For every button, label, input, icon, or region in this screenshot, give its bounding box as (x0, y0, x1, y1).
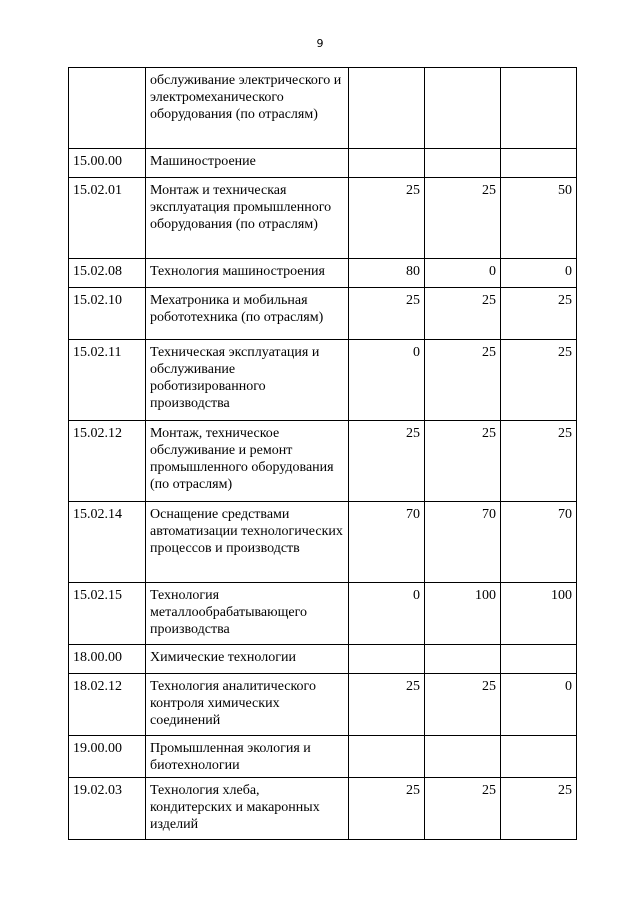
name-cell: Монтаж, техническое обслуживание и ремонт промышленного оборудования (по отраслям) (146, 421, 349, 502)
code-cell: 19.02.03 (69, 778, 146, 840)
value-cell-1: 25 (349, 421, 425, 502)
value-cell-3: 100 (501, 583, 577, 645)
value-cell-3 (501, 68, 577, 149)
name-cell: Машиностроение (146, 149, 349, 178)
name-cell: Технология машиностроения (146, 259, 349, 288)
value-cell-1: 25 (349, 288, 425, 340)
value-cell-2 (425, 736, 501, 778)
value-cell-1 (349, 736, 425, 778)
value-cell-1 (349, 149, 425, 178)
value-cell-3: 0 (501, 259, 577, 288)
name-cell: Химические технологии (146, 645, 349, 674)
code-cell: 15.02.01 (69, 178, 146, 259)
page-number: 9 (316, 37, 324, 50)
value-cell-2 (425, 149, 501, 178)
code-cell: 15.02.10 (69, 288, 146, 340)
name-cell: Техническая эксплуатация и обслуживание роботизированного производства (146, 340, 349, 421)
value-cell-2: 25 (425, 674, 501, 736)
code-cell: 15.00.00 (69, 149, 146, 178)
table-row (69, 583, 577, 645)
value-cell-2: 25 (425, 178, 501, 259)
code-cell: 19.00.00 (69, 736, 146, 778)
name-cell: Оснащение средствами автоматизации технологических процессов и производств (146, 502, 349, 583)
code-cell: 15.02.12 (69, 421, 146, 502)
value-cell-1: 25 (349, 778, 425, 840)
value-cell-1: 25 (349, 674, 425, 736)
name-cell: Монтаж и техническая эксплуатация промышленного оборудования (по отраслям) (146, 178, 349, 259)
table-row (69, 288, 577, 340)
code-cell: 18.00.00 (69, 645, 146, 674)
table-row (69, 645, 577, 674)
table-row (69, 149, 577, 178)
code-cell: 15.02.11 (69, 340, 146, 421)
value-cell-2: 100 (425, 583, 501, 645)
table-row (69, 68, 577, 149)
code-cell: 18.02.12 (69, 674, 146, 736)
value-cell-1: 80 (349, 259, 425, 288)
value-cell-2: 70 (425, 502, 501, 583)
value-cell-1 (349, 645, 425, 674)
value-cell-2 (425, 68, 501, 149)
value-cell-3: 50 (501, 178, 577, 259)
value-cell-3 (501, 149, 577, 178)
table-row (69, 502, 577, 583)
table-row (69, 674, 577, 736)
value-cell-3: 25 (501, 340, 577, 421)
value-cell-2 (425, 645, 501, 674)
value-cell-1 (349, 68, 425, 149)
code-cell (69, 68, 146, 149)
value-cell-2: 25 (425, 778, 501, 840)
name-cell: Мехатроника и мобильная робототехника (по отраслям) (146, 288, 349, 340)
code-cell: 15.02.08 (69, 259, 146, 288)
table-row (69, 778, 577, 840)
code-cell: 15.02.14 (69, 502, 146, 583)
name-cell: обслуживание электрического и электромеханического оборудования (по отраслям) (146, 68, 349, 149)
name-cell: Технология металлообрабатывающего производства (146, 583, 349, 645)
value-cell-2: 0 (425, 259, 501, 288)
value-cell-2: 25 (425, 340, 501, 421)
value-cell-3: 70 (501, 502, 577, 583)
value-cell-3: 25 (501, 778, 577, 840)
value-cell-2: 25 (425, 421, 501, 502)
table-row (69, 421, 577, 502)
value-cell-3 (501, 736, 577, 778)
table-body (69, 68, 577, 840)
value-cell-1: 0 (349, 340, 425, 421)
value-cell-2: 25 (425, 288, 501, 340)
value-cell-1: 0 (349, 583, 425, 645)
value-cell-3: 25 (501, 421, 577, 502)
table-row (69, 178, 577, 259)
value-cell-1: 25 (349, 178, 425, 259)
value-cell-3: 0 (501, 674, 577, 736)
table-row (69, 340, 577, 421)
name-cell: Технология аналитического контроля химических соединений (146, 674, 349, 736)
name-cell: Промышленная экология и биотехнологии (146, 736, 349, 778)
value-cell-3 (501, 645, 577, 674)
name-cell: Технология хлеба, кондитерских и макаронных изделий (146, 778, 349, 840)
code-cell: 15.02.15 (69, 583, 146, 645)
table-row (69, 259, 577, 288)
specialties-table (68, 67, 577, 840)
value-cell-1: 70 (349, 502, 425, 583)
value-cell-3: 25 (501, 288, 577, 340)
table-row (69, 736, 577, 778)
